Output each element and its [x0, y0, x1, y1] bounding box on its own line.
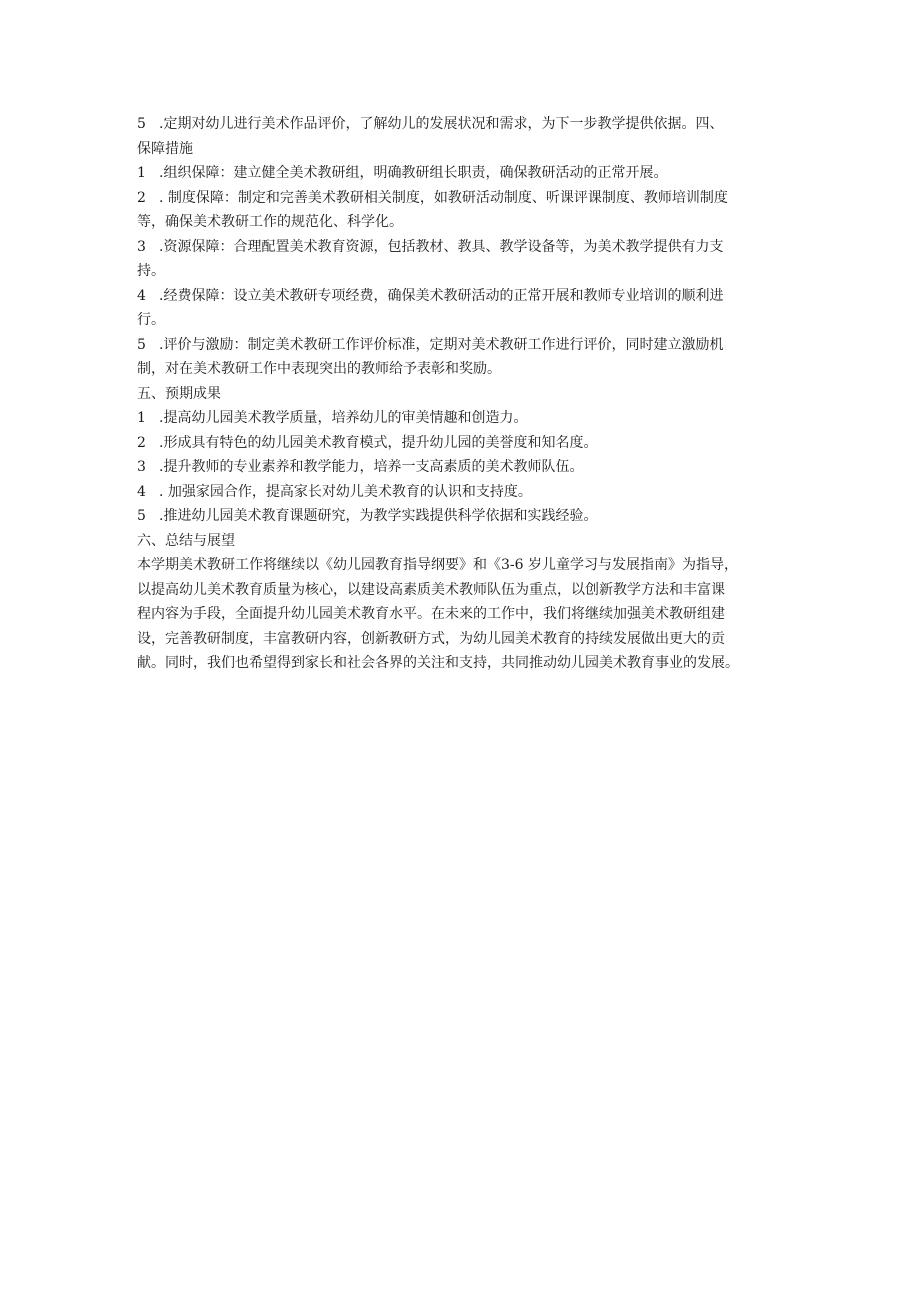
- item-text: .定期对幼儿进行美术作品评价，了解幼儿的发展状况和需求，为下一步教学提供依据。四、: [159, 116, 724, 132]
- list-item: [137, 333, 797, 358]
- paragraph-line: 设，完善教研制度，丰富教研内容，创新教研方式，为幼儿园美术教育的持续发展做出更大的贡: [137, 630, 725, 647]
- item-number: 2: [137, 189, 146, 206]
- item-number: 4: [137, 287, 146, 304]
- paragraph-line: 程内容为手段，全面提升幼儿园美术教育水平。在未来的工作中，我们将继续加强美术教研组建: [137, 606, 725, 622]
- item-text: .提升教师的专业素养和教学能力，培养一支高素质的美术教师队伍。: [159, 459, 584, 475]
- item-number: 1: [137, 165, 146, 181]
- list-item: [137, 504, 797, 529]
- item-number: 5: [137, 508, 146, 524]
- section-heading: 六、总结与展望: [137, 532, 235, 549]
- item-text: . 加强家园合作，提高家长对幼儿美术教育的认识和支持度。: [159, 483, 532, 500]
- item-continuation: 行。: [137, 312, 165, 328]
- item-number: 2: [137, 434, 146, 451]
- section-heading: 保障措施: [137, 140, 193, 157]
- list-item: [137, 284, 797, 309]
- item-continuation: 持。: [137, 263, 165, 279]
- item-text: .提高幼儿园美术教学质量，培养幼儿的审美情趣和创造力。: [159, 410, 528, 426]
- item-number: 1: [137, 410, 146, 426]
- list-item: [137, 406, 797, 431]
- item-number: 3: [137, 238, 146, 255]
- paragraph-line: 以提高幼儿美术教育质量为核心，以建设高素质美术教师队伍为重点，以创新教学方法和丰富课: [137, 581, 725, 598]
- list-item: [137, 431, 797, 456]
- list-item: [137, 161, 797, 186]
- section-heading: 五、预期成果: [137, 385, 221, 402]
- item-text: .评价与激励：制定美术教研工作评价标准，定期对美术教研工作进行评价，同时建立激励机: [159, 336, 724, 353]
- item-number: 5: [137, 336, 146, 353]
- list-item: [137, 455, 797, 480]
- item-continuation: 等，确保美术教研工作的规范化、科学化。: [137, 214, 403, 230]
- item-number: 5: [137, 116, 146, 132]
- list-item: [137, 235, 797, 260]
- item-text: .推进幼儿园美术教育课题研究，为教学实践提供科学依据和实践经验。: [159, 508, 598, 524]
- item-text: . 制度保障：制定和完善美术教研相关制度，如教研活动制度、听课评课制度、教师培训制度: [159, 189, 728, 206]
- item-number: 3: [137, 459, 146, 475]
- item-continuation: 制，对在美术教研工作中表现突出的教师给予表彰和奖励。: [137, 361, 501, 377]
- document-body: [137, 112, 797, 676]
- item-text: .组织保障：建立健全美术教研组，明确教研组长职责，确保教研活动的正常开展。: [159, 165, 668, 181]
- list-item: [137, 112, 797, 137]
- list-item: [137, 480, 797, 505]
- item-text: .形成具有特色的幼儿园美术教育模式，提升幼儿园的美誉度和知名度。: [159, 434, 598, 451]
- list-item: [137, 186, 797, 211]
- paragraph-line: 本学期美术教研工作将继续以《幼儿园教育指导纲要》和《3-6 岁儿童学习与发展指南》为指导，: [137, 557, 738, 573]
- paragraph-line: 献。同时，我们也希望得到家长和社会各界的关注和支持，共同推动幼儿园美术教育事业的发展。: [137, 655, 739, 671]
- item-text: .经费保障：设立美术教研专项经费，确保美术教研活动的正常开展和教师专业培训的顺利进: [159, 287, 724, 304]
- item-text: .资源保障：合理配置美术教育资源，包括教材、教具、教学设备等，为美术教学提供有力支: [159, 238, 724, 255]
- item-number: 4: [137, 483, 146, 500]
